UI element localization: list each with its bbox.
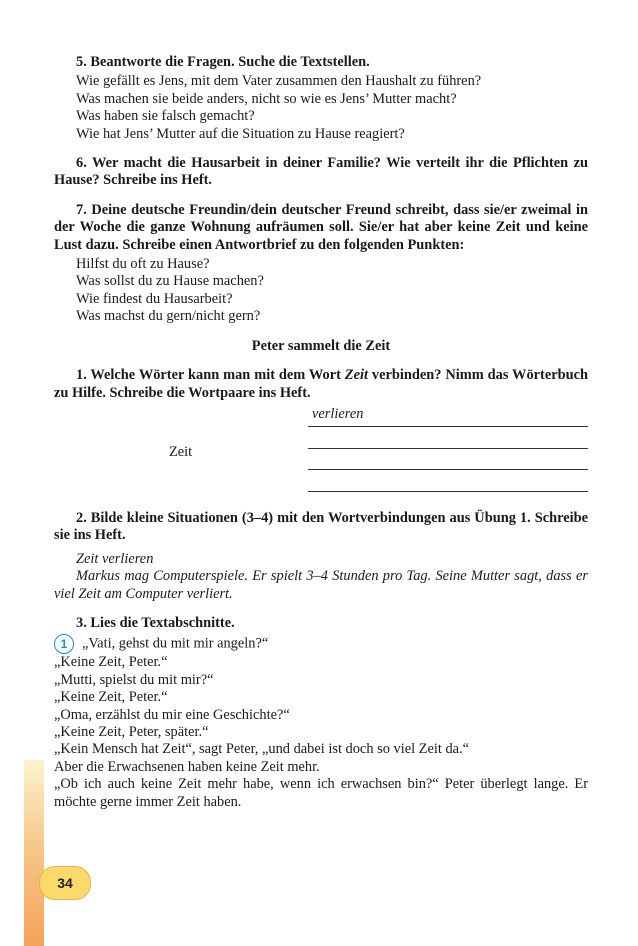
task-6-title: 6. Wer macht die Hausarbeit in deiner Familie? Wie verteilt ihr die Pflichten zu Hause? Schreibe ins Heft.	[54, 155, 588, 189]
reading-line: „Keine Zeit, Peter, später.“	[54, 723, 209, 740]
exercise-1-title-keyword: Zeit	[344, 367, 368, 384]
example-text: Markus mag Computerspiele. Er spielt 3–4 Stunden pro Tag. Seine Mutter sagt, dass er viel Zeit am Computer verliert.	[54, 568, 588, 602]
association-line	[308, 491, 588, 492]
exercise-3-title: 3. Lies die Textabschnitte.	[76, 614, 235, 631]
page-content	[54, 54, 588, 823]
reading-paragraph: „Ob ich auch keine Zeit mehr habe, wenn ich erwachsen bin?“ Peter überlegt lange. Er möchte gerne immer Zeit haben.	[54, 776, 588, 810]
exercise-1-title	[54, 367, 588, 402]
reading-line: „Oma, erzählst du mir eine Geschichte?“	[54, 706, 290, 723]
association-line	[308, 448, 588, 449]
task-7	[54, 202, 588, 326]
exercise-1-title-part: 1. Welche Wörter kann man mit dem Wort	[76, 367, 345, 384]
reading-line: „Vati, gehst du mit mir angeln?“	[82, 635, 269, 652]
decorative-side-stripe	[24, 760, 44, 946]
point-line: Was sollst du zu Hause machen?	[76, 273, 264, 290]
reading-first-line	[54, 634, 588, 654]
reading-line: „Mutti, spielst du mit mir?“	[54, 671, 214, 688]
task-5-title: 5. Beantworte die Fragen. Suche die Textstellen.	[76, 54, 370, 70]
example-label: Zeit verlieren	[76, 550, 154, 567]
exercise-1-title-part: verbinden? Nimm das Wörterbuch zu Hilfe. Schreibe die Wortpaare ins Heft.	[54, 367, 588, 401]
question-line: Wie gefällt es Jens, mit dem Vater zusammen den Haushalt zu führen?	[76, 73, 482, 90]
reading-line: „Keine Zeit, Peter.“	[54, 654, 168, 671]
task-6	[54, 155, 588, 190]
exercise-1	[54, 367, 588, 496]
point-line: Was machst du gern/nicht gern?	[76, 308, 261, 325]
task-7-title: 7. Deine deutsche Freundin/dein deutscher Freund schreibt, dass sie/er zweimal in der Woche die ganze Wohnung aufräumen soll. Sie/er hat aber keine Zeit und keine Lust dazu. Schreibe einen Antwortbrief zu den folgenden Punkten:	[54, 201, 588, 253]
association-line	[308, 426, 588, 427]
point-line: Hilfst du oft zu Hause?	[76, 256, 210, 273]
reading-line: „Kein Mensch hat Zeit“, sagt Peter, „und dabei ist doch so viel Zeit da.“	[54, 741, 470, 758]
association-example-word: verlieren	[312, 405, 364, 422]
reading-line: „Keine Zeit, Peter.“	[54, 689, 168, 706]
reading-line: Aber die Erwachsenen haben keine Zeit mehr.	[54, 758, 320, 775]
exercise-3	[54, 615, 588, 811]
exercise-2-title: 2. Bilde kleine Situationen (3–4) mit den Wortverbindungen aus Übung 1. Schreibe sie ins Heft.	[54, 509, 588, 544]
point-line: Wie findest du Hausarbeit?	[76, 290, 233, 307]
task-5-questions	[54, 73, 588, 143]
question-line: Was haben sie falsch gemacht?	[76, 108, 255, 125]
word-association-diagram	[54, 406, 588, 496]
question-line: Was machen sie beide anders, nicht so wie es Jens’ Mutter macht?	[76, 90, 457, 107]
paragraph-number-badge: 1	[54, 634, 74, 654]
reading-text	[54, 634, 588, 811]
task-5	[54, 54, 588, 143]
question-line: Wie hat Jens’ Mutter auf die Situation zu Hause reagiert?	[76, 125, 405, 142]
page-number: 34	[39, 866, 91, 900]
association-center-word: Zeit	[169, 443, 193, 460]
association-line	[308, 469, 588, 470]
exercise-2	[54, 510, 588, 603]
task-7-points	[54, 256, 588, 326]
section-title: Peter sammelt die Zeit	[251, 337, 391, 354]
